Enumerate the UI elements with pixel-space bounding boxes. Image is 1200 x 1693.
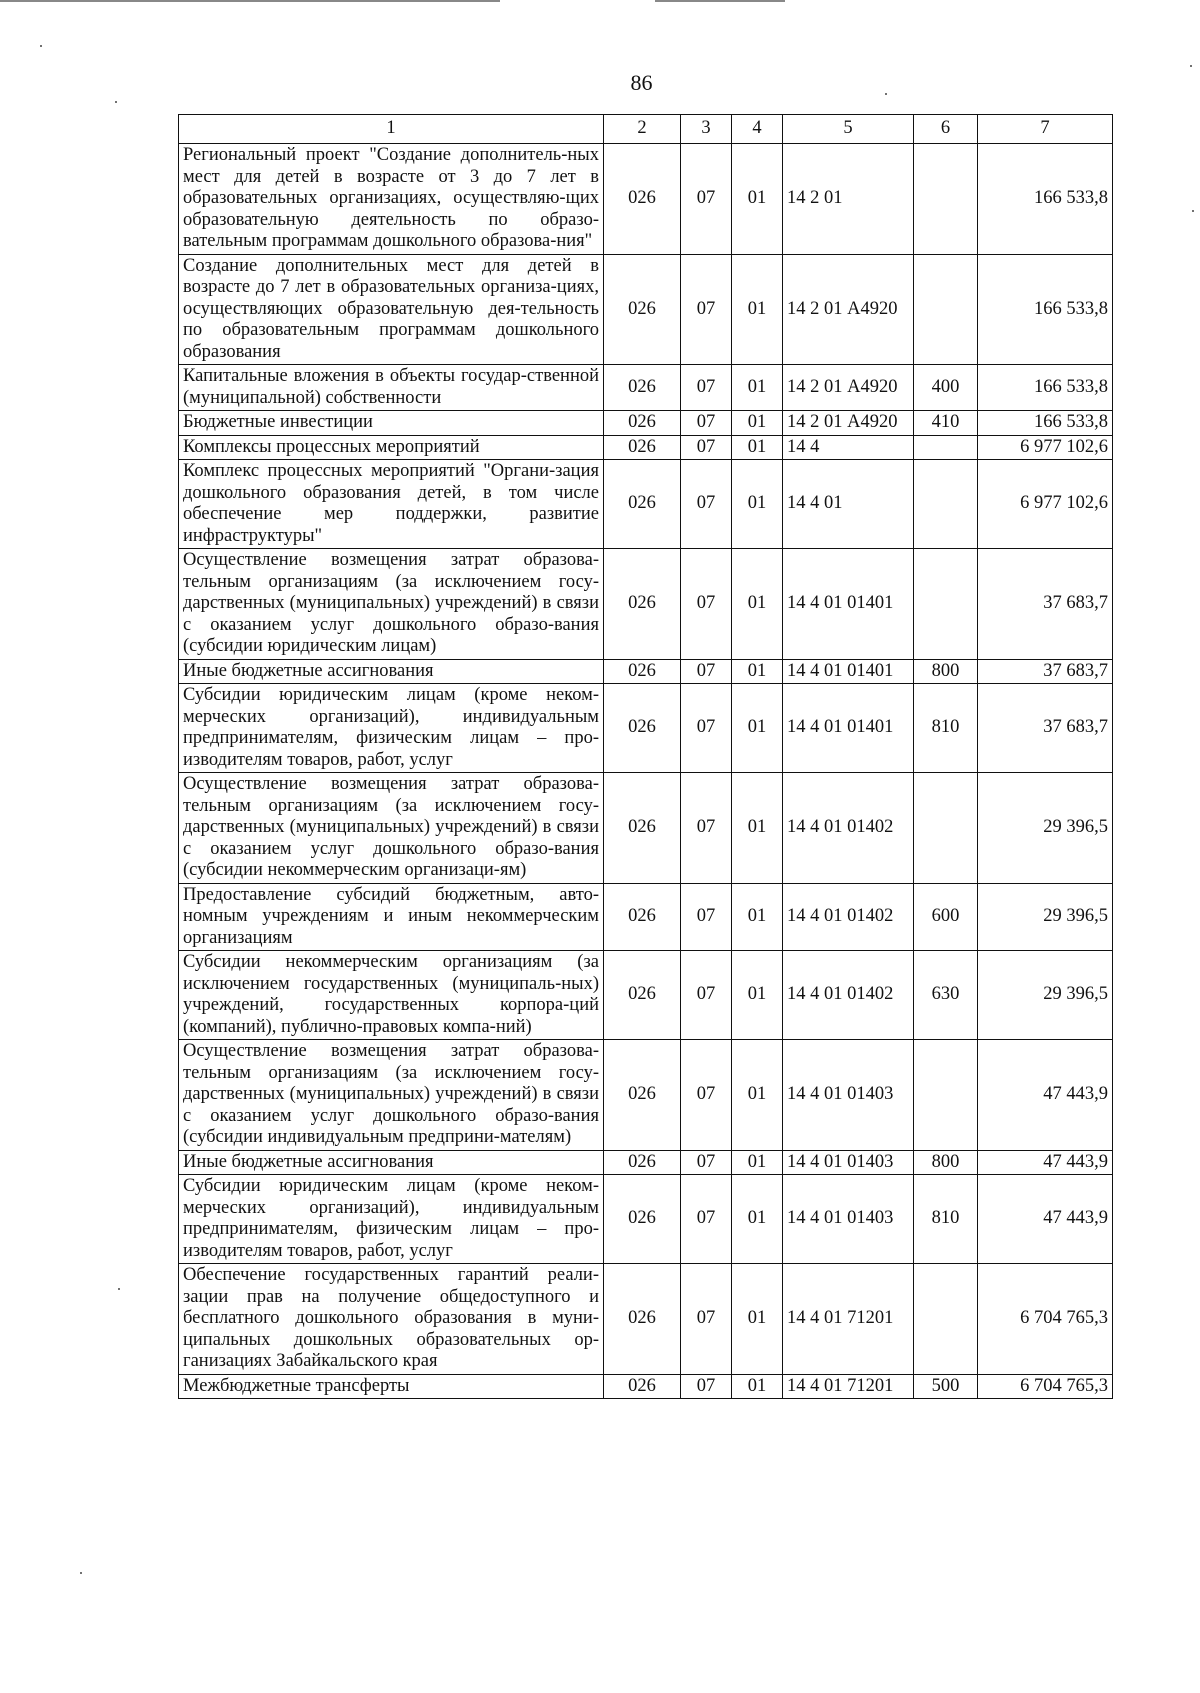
column-5-code: 14 2 01 А4920 <box>783 254 914 365</box>
row-description: Создание дополнительных мест для детей в возрасте до 7 лет в образовательных организа-циях, осуществляющих образовательную дея-тельность по образовательным программам дошкольного образования <box>179 254 604 365</box>
column-2-code: 026 <box>604 1040 681 1151</box>
column-4-code: 01 <box>732 549 783 660</box>
column-5-code: 14 4 01 01402 <box>783 883 914 951</box>
row-description: Капитальные вложения в объекты государ-ственной (муниципальной) собственности <box>179 365 604 411</box>
column-5-code: 14 4 01 01403 <box>783 1175 914 1264</box>
column-2-code: 026 <box>604 773 681 884</box>
column-2-code: 026 <box>604 411 681 436</box>
column-2-code: 026 <box>604 951 681 1040</box>
column-header: 7 <box>978 115 1113 144</box>
table-row <box>179 1374 1113 1399</box>
column-4-code: 01 <box>732 254 783 365</box>
scan-edge-line <box>0 0 500 2</box>
column-4-code: 01 <box>732 435 783 460</box>
column-4-code: 01 <box>732 144 783 255</box>
column-4-code: 01 <box>732 659 783 684</box>
column-5-code: 14 4 01 01401 <box>783 659 914 684</box>
column-2-code: 026 <box>604 1175 681 1264</box>
column-6-code: 500 <box>914 1374 978 1399</box>
table-row <box>179 684 1113 773</box>
row-description: Региональный проект "Создание дополнитель-ных мест для детей в возрасте от 3 до 7 лет в образовательных организациях, осуществляю-щих образовательную деятельность по образо-вательным программам дошкольного образова-ния" <box>179 144 604 255</box>
scan-speck <box>118 1288 120 1290</box>
column-2-code: 026 <box>604 883 681 951</box>
table-row <box>179 773 1113 884</box>
column-3-code: 07 <box>681 435 732 460</box>
table-row <box>179 1264 1113 1375</box>
column-header: 2 <box>604 115 681 144</box>
column-3-code: 07 <box>681 684 732 773</box>
row-description: Бюджетные инвестиции <box>179 411 604 436</box>
row-description: Субсидии некоммерческим организациям (за исключением государственных (муниципаль-ных) учреждений, государственных корпора-ций (компаний), публично-правовых компа-ний) <box>179 951 604 1040</box>
column-7-amount: 29 396,5 <box>978 883 1113 951</box>
column-7-amount: 6 977 102,6 <box>978 460 1113 549</box>
column-3-code: 07 <box>681 411 732 436</box>
table-row <box>179 1040 1113 1151</box>
column-7-amount: 29 396,5 <box>978 773 1113 884</box>
row-description: Субсидии юридическим лицам (кроме неком-мерческих организаций), индивидуальным предпринимателям, физическим лицам – про-изводителям товаров, работ, услуг <box>179 1175 604 1264</box>
column-6-code <box>914 1040 978 1151</box>
column-6-code <box>914 435 978 460</box>
column-6-code <box>914 549 978 660</box>
column-5-code: 14 4 01 01403 <box>783 1040 914 1151</box>
scan-speck <box>1190 65 1192 67</box>
row-description: Осуществление возмещения затрат образова-тельным организациям (за исключением госу-дарственных (муниципальных) учреждений) в связи с оказанием услуг дошкольного образо-вания (субсидии юридическим лицам) <box>179 549 604 660</box>
column-3-code: 07 <box>681 1175 732 1264</box>
column-5-code: 14 2 01 А4920 <box>783 365 914 411</box>
column-7-amount: 47 443,9 <box>978 1175 1113 1264</box>
column-3-code: 07 <box>681 659 732 684</box>
row-description: Субсидии юридическим лицам (кроме неком-мерческих организаций), индивидуальным предпринимателям, физическим лицам – про-изводителям товаров, работ, услуг <box>179 684 604 773</box>
column-7-amount: 47 443,9 <box>978 1040 1113 1151</box>
column-header: 3 <box>681 115 732 144</box>
column-3-code: 07 <box>681 1040 732 1151</box>
table-row <box>179 659 1113 684</box>
row-description: Обеспечение государственных гарантий реали-зации прав на получение общедоступного и бесплатного дошкольного образования в муни-ципальных дошкольных образовательных ор-ганизациях Забайкальского края <box>179 1264 604 1375</box>
column-2-code: 026 <box>604 549 681 660</box>
column-5-code: 14 4 01 <box>783 460 914 549</box>
table-header-row <box>179 115 1113 144</box>
column-6-code <box>914 254 978 365</box>
column-header: 4 <box>732 115 783 144</box>
scan-speck <box>80 1572 82 1574</box>
column-6-code <box>914 773 978 884</box>
row-description: Комплексы процессных мероприятий <box>179 435 604 460</box>
column-5-code: 14 4 01 71201 <box>783 1374 914 1399</box>
row-description: Осуществление возмещения затрат образова-тельным организациям (за исключением госу-дарственных (муниципальных) учреждений) в связи с оказанием услуг дошкольного образо-вания (субсидии некоммерческим организаци-ям) <box>179 773 604 884</box>
column-2-code: 026 <box>604 684 681 773</box>
row-description: Межбюджетные трансферты <box>179 1374 604 1399</box>
column-5-code: 14 4 <box>783 435 914 460</box>
column-4-code: 01 <box>732 1264 783 1375</box>
column-6-code <box>914 460 978 549</box>
column-6-code: 800 <box>914 659 978 684</box>
column-6-code <box>914 144 978 255</box>
table-row <box>179 1150 1113 1175</box>
table-row <box>179 549 1113 660</box>
column-5-code: 14 4 01 01402 <box>783 773 914 884</box>
column-7-amount: 47 443,9 <box>978 1150 1113 1175</box>
column-7-amount: 166 533,8 <box>978 411 1113 436</box>
column-5-code: 14 2 01 А4920 <box>783 411 914 436</box>
column-4-code: 01 <box>732 883 783 951</box>
column-7-amount: 166 533,8 <box>978 365 1113 411</box>
row-description: Предоставление субсидий бюджетным, авто-номным учреждениям и иным некоммерческим организациям <box>179 883 604 951</box>
column-7-amount: 37 683,7 <box>978 659 1113 684</box>
column-4-code: 01 <box>732 460 783 549</box>
column-3-code: 07 <box>681 1264 732 1375</box>
column-header: 5 <box>783 115 914 144</box>
column-2-code: 026 <box>604 1264 681 1375</box>
column-4-code: 01 <box>732 411 783 436</box>
column-7-amount: 166 533,8 <box>978 144 1113 255</box>
column-4-code: 01 <box>732 1175 783 1264</box>
table-row <box>179 435 1113 460</box>
column-6-code: 800 <box>914 1150 978 1175</box>
column-3-code: 07 <box>681 144 732 255</box>
column-4-code: 01 <box>732 684 783 773</box>
column-4-code: 01 <box>732 1150 783 1175</box>
row-description: Осуществление возмещения затрат образова-тельным организациям (за исключением госу-дарственных (муниципальных) учреждений) в связи с оказанием услуг дошкольного образо-вания (субсидии индивидуальным предприни-мателям) <box>179 1040 604 1151</box>
column-5-code: 14 4 01 71201 <box>783 1264 914 1375</box>
column-6-code: 410 <box>914 411 978 436</box>
column-2-code: 026 <box>604 659 681 684</box>
column-3-code: 07 <box>681 1374 732 1399</box>
scan-edge-line <box>655 0 785 2</box>
column-5-code: 14 4 01 01403 <box>783 1150 914 1175</box>
scan-speck <box>115 101 117 103</box>
column-5-code: 14 4 01 01402 <box>783 951 914 1040</box>
column-4-code: 01 <box>732 1040 783 1151</box>
column-6-code: 600 <box>914 883 978 951</box>
column-7-amount: 166 533,8 <box>978 254 1113 365</box>
column-2-code: 026 <box>604 1150 681 1175</box>
column-2-code: 026 <box>604 365 681 411</box>
row-description: Комплекс процессных мероприятий "Органи-зация дошкольного образования детей, в том числе обеспечение мер поддержки, развитие инфраструктуры" <box>179 460 604 549</box>
column-header: 6 <box>914 115 978 144</box>
column-3-code: 07 <box>681 951 732 1040</box>
column-4-code: 01 <box>732 951 783 1040</box>
column-7-amount: 29 396,5 <box>978 951 1113 1040</box>
column-4-code: 01 <box>732 365 783 411</box>
scan-speck <box>1192 210 1194 212</box>
table-row <box>179 144 1113 255</box>
column-header: 1 <box>179 115 604 144</box>
table-row <box>179 883 1113 951</box>
table-row <box>179 951 1113 1040</box>
column-6-code: 630 <box>914 951 978 1040</box>
column-4-code: 01 <box>732 1374 783 1399</box>
column-5-code: 14 4 01 01401 <box>783 549 914 660</box>
table-row <box>179 1175 1113 1264</box>
column-4-code: 01 <box>732 773 783 884</box>
row-description: Иные бюджетные ассигнования <box>179 659 604 684</box>
table-row <box>179 365 1113 411</box>
column-5-code: 14 2 01 <box>783 144 914 255</box>
column-2-code: 026 <box>604 1374 681 1399</box>
column-7-amount: 6 704 765,3 <box>978 1264 1113 1375</box>
column-2-code: 026 <box>604 144 681 255</box>
column-3-code: 07 <box>681 365 732 411</box>
column-3-code: 07 <box>681 1150 732 1175</box>
column-3-code: 07 <box>681 773 732 884</box>
column-7-amount: 37 683,7 <box>978 549 1113 660</box>
row-description: Иные бюджетные ассигнования <box>179 1150 604 1175</box>
table-row <box>179 460 1113 549</box>
budget-table <box>178 114 1113 1399</box>
table-row <box>179 254 1113 365</box>
scan-speck <box>40 45 42 47</box>
scan-speck <box>885 93 887 95</box>
column-3-code: 07 <box>681 549 732 660</box>
column-2-code: 026 <box>604 254 681 365</box>
column-6-code <box>914 1264 978 1375</box>
column-7-amount: 6 977 102,6 <box>978 435 1113 460</box>
column-7-amount: 37 683,7 <box>978 684 1113 773</box>
column-2-code: 026 <box>604 460 681 549</box>
column-5-code: 14 4 01 01401 <box>783 684 914 773</box>
column-6-code: 810 <box>914 684 978 773</box>
column-6-code: 400 <box>914 365 978 411</box>
column-7-amount: 6 704 765,3 <box>978 1374 1113 1399</box>
column-6-code: 810 <box>914 1175 978 1264</box>
column-3-code: 07 <box>681 460 732 549</box>
table-row <box>179 411 1113 436</box>
page-number: 86 <box>630 70 653 95</box>
column-3-code: 07 <box>681 254 732 365</box>
column-3-code: 07 <box>681 883 732 951</box>
column-2-code: 026 <box>604 435 681 460</box>
